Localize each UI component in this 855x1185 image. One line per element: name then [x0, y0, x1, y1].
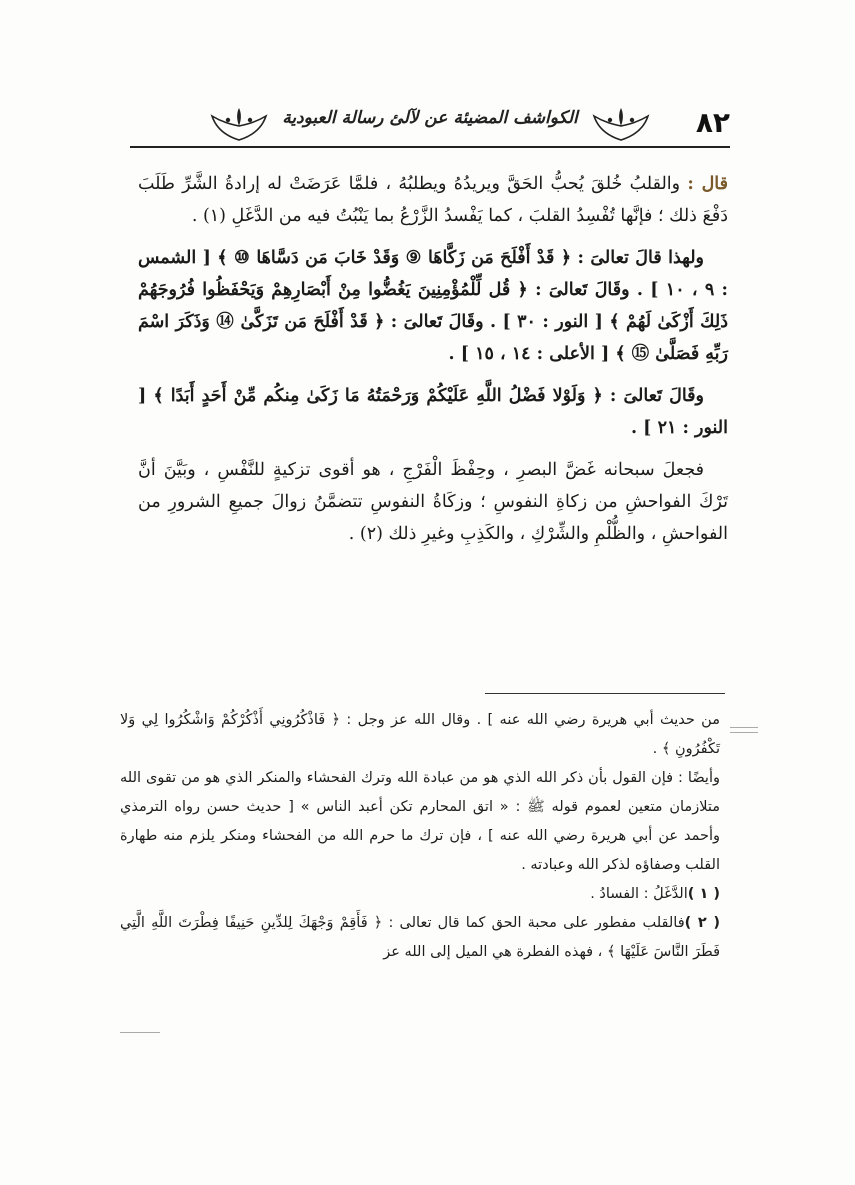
footnote-mark: ( ١ ) [687, 886, 720, 902]
margin-mark [730, 732, 758, 733]
page-header [130, 100, 730, 150]
footnote-text: وأيضًا : فإن القول بأن ذكر الله الذي هو من عبادة الله وترك الفحشاء والمنكر الذي هو من تقوى الله متلازمان متعين لعموم قوله ﷺ : « اتق المحارم تكن أعبد الناس » [ حديث حسن رواه الترمذي وأحمد عن أبي هريرة رضي الله عنه ] ، فإن ترك ما حرم الله من الفحشاء ومنكر يلزم منه طهارة القلب وصفاؤه لذكر الله وعبادته . [120, 770, 720, 873]
margin-mark [120, 1032, 160, 1033]
book-title: الكواشف المضيئة عن لآلئ رسالة العبودية [282, 108, 578, 128]
paragraph [138, 168, 728, 232]
paragraph-text: والقلبُ خُلقَ يُحبُّ الحَقَّ ويريدُهُ ويطلبُهُ ، فلمَّا عَرَضَتْ له إرادةُ الشَّرِّ طَلَبَ دَفْعَ ذلك ؛ فإنَّها تُفْسِدُ القلبَ ، كما يَفْسدُ الزَّرْعُ بما يَنْبُتُ فيه من الدَّغَلِ (١) . [138, 174, 728, 226]
paragraph: ولهذا قالَ تعالىَ : ﴿ قَدْ أَفْلَحَ مَن زَكَّاهَا ⑨ وَقَدْ خَابَ مَن دَسَّاهَا ⑩ ﴾ [ الشمس : ٩ ، ١٠ ] . وقَالَ تَعالىَ : ﴿ قُل لِّلْمُؤْمِنِينَ يَغُضُّوا مِنْ أَبْصَارِهِمْ وَيَحْفَظُوا فُرُوجَهُمْ ذَلِكَ أَزْكَىٰ لَهُمْ ﴾ [ النور : ٣٠ ] . وقَالَ تَعالىَ : ﴿ قَدْ أَفْلَحَ مَن تَزَكَّىٰ ⑭ وَذَكَرَ اسْمَ رَبِّهِ فَصَلَّىٰ ⑮ ﴾ [ الأعلى : ١٤ ، ١٥ ] . [138, 248, 728, 364]
footnote-text: الدَّغَلُ : الفسادُ . [590, 886, 688, 902]
main-text [138, 168, 728, 560]
footnote-separator [485, 693, 725, 694]
header-rule [130, 146, 730, 148]
header-banner [210, 102, 650, 144]
footnotes [120, 706, 720, 967]
paragraph: وقَالَ تَعالىَ : ﴿ وَلَوْلا فَضْلُ اللَّهِ عَلَيْكُمْ وَرَحْمَتُهُ مَا زَكَىٰ مِنكُم مِّنْ أَحَدٍ أَبَدًا ﴾ [ النور : ٢١ ] . [138, 386, 728, 438]
paragraph-lead: قال : [687, 174, 728, 194]
footnote-mark: ( ٢ ) [684, 915, 720, 931]
paragraph: فجعلَ سبحانه غَضَّ البصرِ ، وحِفْظَ الْفَرْجِ ، هو أقوى تزكيةٍ للنَّفْسِ ، وبَيَّنَ أنَّ تَرْكَ الفواحشِ من زكاةِ النفوسِ ؛ وزكَاةُ النفوسِ تتضمَّنُ زوالَ جميعِ الشرورِ من الفواحشِ ، والظُّلْمِ والشِّرْكِ ، والكَذِبِ وغيرِ ذلك (٢) . [138, 460, 728, 544]
footnote [120, 764, 720, 880]
footnote [120, 909, 720, 967]
floral-ornament-icon [206, 106, 272, 142]
page-number: ٨٢ [695, 106, 730, 139]
footnote-text: من حديث أبي هريرة رضي الله عنه ] . وقال الله عز وجل : ﴿ فَاذْكُرُونِي أَذْكُرْكُمْ وَاشْكُرُوا لِي وَلا تَكْفُرُونِ ﴾ . [120, 712, 720, 757]
footnote [120, 706, 720, 764]
margin-mark [730, 727, 758, 728]
footnote [120, 880, 720, 909]
footnote-text: فالقلب مفطور على محبة الحق كما قال تعالى : ﴿ فَأَقِمْ وَجْهَكَ لِلدِّينِ حَنِيفًا فِطْرَتَ اللَّهِ الَّتِي فَطَرَ النَّاسَ عَلَيْهَا ﴾ ، فهذه الفطرة هي الميل إلى الله عز [120, 915, 720, 960]
